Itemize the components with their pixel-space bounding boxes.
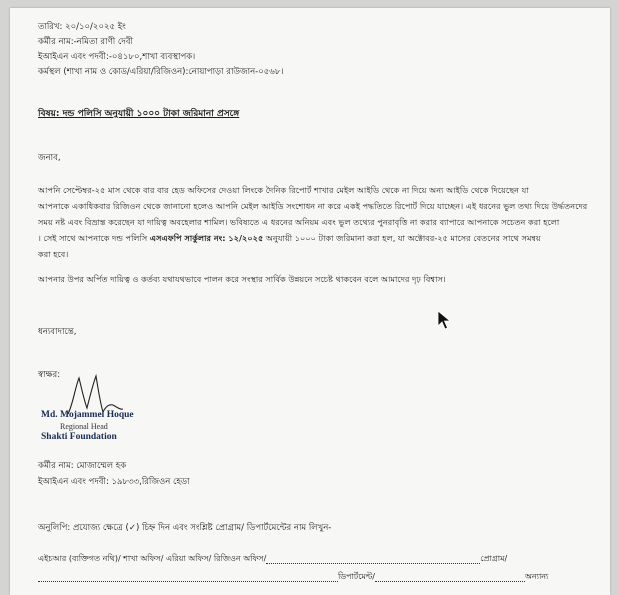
body-paragraph-2: আপনার উপর অর্পিত দায়িত্ব ও কর্তব্য যথাযথভাবে পালন করে সংস্থার সার্বিক উন্নয়নে সচেষ্ট থাকবেন বলে আমাদের দৃঢ় বিশ্বাস। xyxy=(38,274,446,284)
copy-line-2-end: অন্যান্য xyxy=(524,572,549,581)
signer-id-designation: ইআইএন এবং পদবী: ১৯৮৩৩,রিজিওন হেডা xyxy=(38,477,190,487)
closing-thanks: ধন্যবাদান্তে, xyxy=(38,327,77,337)
copy-line-2-mid: ডিপার্টমেন্ট/ xyxy=(338,572,375,581)
signature-title: Regional Head xyxy=(60,422,108,431)
letter-page xyxy=(10,8,610,595)
letter-date: তারিখ: ২০/১০/২০২৫ ইং xyxy=(38,22,126,32)
employee-id-designation: ইআইএন এবং পদবী:-০৪১৮০,শাখা ব্যবস্থাপক। xyxy=(38,52,196,62)
copy-line-1 xyxy=(38,553,507,564)
signature-label: স্বাক্ষর: xyxy=(38,370,61,380)
copy-line-2 xyxy=(38,571,548,582)
mouse-pointer-icon xyxy=(437,310,451,330)
letter-subject: বিষয়: দন্ড পলিসি অনুযায়ী ১০০০ টাকা জরিমানা প্রসঙ্গে xyxy=(38,109,240,119)
body-line-4-post: অনুযায়ী ১০০০ টাকা জরিমানা করা হল, যা অক্টোবর-২৫ মাসের বেতনের সাথে সমন্বয় xyxy=(263,233,541,243)
body-line-2: আপনাকে একাধিকবার রিজিওন থেকে জানানো হলেও আপনি মেইল আইডি সংশোধন না করে একই পদ্ধতিতে রিপোর্ট দিয়ে যাচ্ছেন। এই ধরনের ভুল তথ্য দিয়ে উর্দ্ধতনদের xyxy=(38,201,588,211)
body-line-4 xyxy=(38,233,541,244)
salutation: জনাব, xyxy=(38,153,61,163)
copy-line-1-end: প্রোগ্রাম/ xyxy=(480,554,508,563)
copy-line-2-blank-1 xyxy=(38,581,338,582)
body-line-1: আপনি সেপ্টেম্বর-২৫ মাস থেকে বার বার হেড অফিসের দেওয়া লিংকে দৈনিক রিপোর্ট শাখার মেইল আইডি থেকে না দিয়ে অন্য আইডি থেকে দিয়েছেন যা xyxy=(38,185,529,195)
copy-line-1-label: এইচআর (ব্যক্তিগত নথি)/ শাখা অফিস/ এরিয়া অফিস/ রিজিওন অফিস/ xyxy=(38,554,267,563)
copy-line-1-blank xyxy=(266,563,480,564)
circular-reference: এসএফপি সার্কুলার নং: ১২/২০২৫ xyxy=(149,233,264,243)
employee-name: কর্মীর নাম:-নমিতা রাণী দেবী xyxy=(38,37,133,47)
body-line-3: সময় নষ্ট এবং বিভ্রান্ত করেছেন যা দায়িত্ব অবহেলার শামিল। ভবিষ্যতে এ ধরনের অনিয়ম এবং ভুল তথ্যের পুনরাবৃত্তি না করার ব্যাপারে আপনাকে সচেতন করা হলো xyxy=(38,217,560,227)
body-line-4-pre: । সেই সাথে আপনাকে দন্ড পলিসি xyxy=(38,233,150,243)
employee-workplace: কর্মস্থল (শাখা নাম ও কোড/এরিয়া/রিজিওন):নোয়াপাড়া রাউজান-০৫৬৮। xyxy=(38,67,284,77)
body-line-5: করা হবে। xyxy=(38,249,69,259)
signature-name: Md. Mojammel Hoque xyxy=(41,410,134,420)
copy-heading: অনুলিপি: প্রযোজ্য ক্ষেত্রে (✓) চিহ্ন দিন এবং সংশ্লিষ্ট প্রোগ্রাম/ ডিপার্টমেন্টের নাম লিখুন- xyxy=(38,523,332,533)
signature-org: Shakti Foundation xyxy=(41,432,117,442)
copy-line-2-blank-2 xyxy=(375,581,525,582)
signer-name: কর্মীর নাম: মোজাম্মেল হক xyxy=(38,461,127,471)
